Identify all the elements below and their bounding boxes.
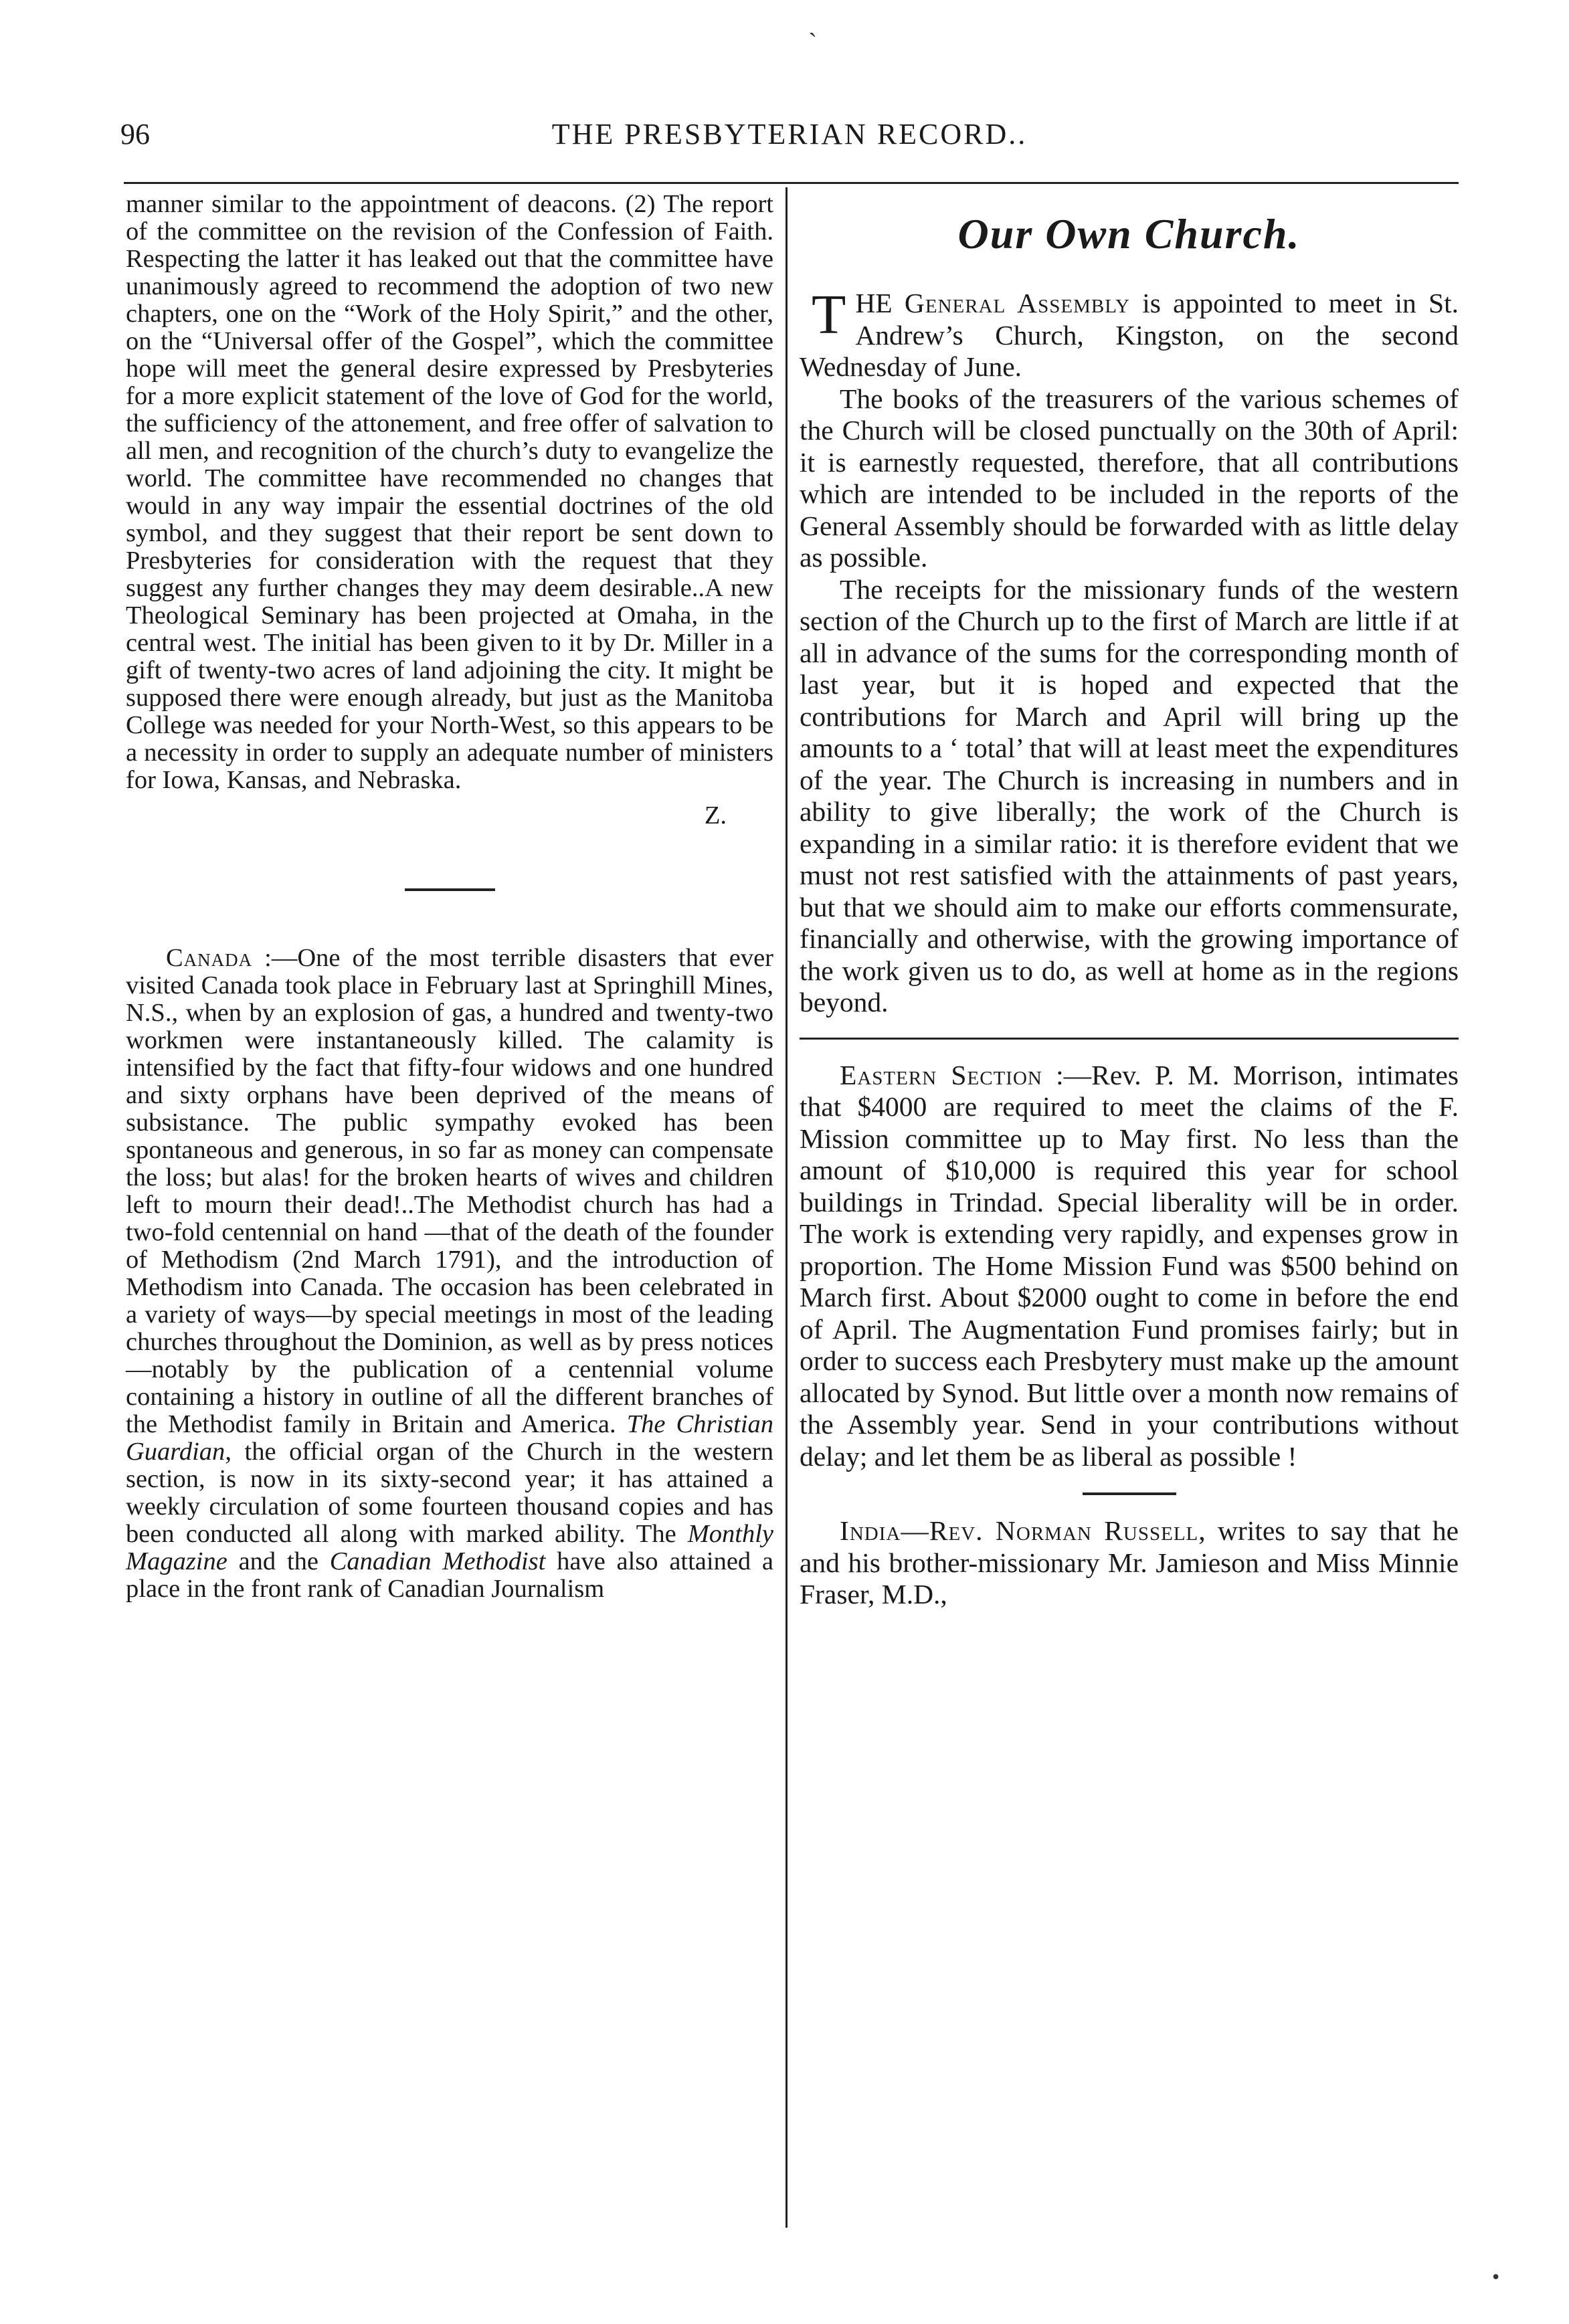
section-rule	[800, 1038, 1459, 1040]
canadian-methodist-title: Canadian Methodist	[329, 1547, 546, 1575]
india-rev: —Rev. Norman Russell,	[901, 1515, 1206, 1546]
omaha-letter-paragraph: manner similar to the appointment of deacons. (2) The report of the committee on the revision of the Confession of Faith. Respecting the latter it has leaked out that the committee have unanimously agreed to recommend the adoption of two new chapters, one on the “Work of the Holy Spirit,” and the other, on the “Universal offer of the Gospel”, which the committee hope will meet the general desire expressed by Presbyteries for a more explicit statement of the love of God for the world, the sufficiency of the attonement, and free offer of salvation to all men, and recognition of the church’s duty to evangelize the world. The committee have recommended no changes that would in any way impair the essential doctrines of the old symbol, and they suggest that their report be sent down to Presbyteries for consideration with the request that they suggest any further changes they may deem desirable..A new Theological Seminary has been projected at Omaha, in the central west. The initial has been given to it by Dr. Miller in a gift of twenty-two acres of land adjoining the city. It might be supposed there were enough already, but just as the Manitoba College was needed for your North-West, so this appears to be a necessity in order to supply an adequate number of ministers for Iowa, Kansas, and Nebraska.	[126, 190, 773, 794]
canada-paragraph	[126, 945, 773, 1603]
page-number: 96	[120, 118, 150, 151]
header-rule	[124, 182, 1459, 184]
letter-signature: Z.	[704, 801, 727, 830]
canada-text-4: have also attained a place in the front rank of Canadian Journalism	[126, 1547, 774, 1603]
drop-cap: T	[812, 284, 846, 346]
canada-lead: Canada	[166, 944, 253, 972]
right-column	[800, 191, 1459, 1611]
canada-text-3: and the	[227, 1547, 330, 1575]
india-paragraph	[800, 1515, 1459, 1611]
section-separator	[405, 888, 495, 891]
eastern-section-lead: Eastern Section	[840, 1059, 1042, 1090]
scan-mark: ˋ	[808, 27, 818, 58]
assembly-text-b: is appointed to meet in St. Andrew’s Church, Kingston, on the second Wednesday of June.	[800, 288, 1459, 382]
column-divider	[786, 187, 788, 2228]
scan-dot: •	[1492, 2264, 1500, 2289]
eastern-section-text: :—Rev. P. M. Morrison, intimates that $4000 are required to meet the claims of the F. Mission committee up to May first. No less than the amount of $10,000 is required this year for school buildings in Trindad. Special liberality will be in order. The work is extending very rapidly, and expenses grow in proportion. The Home Mission Fund was $500 behind on March first. About $2000 ought to come in before the end of April. The Augmentation Fund promises fairly; but in order to success each Presbytery must make up the amount allocated by Synod. But little over a month now remains of the Assembly year. Send in your contributions without delay; and let them be as liberal as possible !	[800, 1059, 1459, 1472]
general-assembly: General Assembly	[904, 288, 1130, 318]
page-header	[120, 117, 1459, 157]
books-paragraph: The books of the treasurers of the various schemes of the Church will be closed punctually on the 30th of April: it is earnestly requested, therefore, that all contributions which are intended to be included in the reports of the General Assembly should be forwarded with as little delay as possible.	[800, 383, 1459, 573]
assembly-text-a: HE	[855, 288, 905, 318]
left-column	[126, 191, 773, 1603]
receipts-paragraph: The receipts for the missionary funds of the western section of the Church up to the first of March are little if at all in advance of the sums for the corresponding month of last year, but it is hoped and expected that the contributions for March and April will bring up the amounts to a ‘ total’ that will at least meet the expenditures of the year. The Church is increasing in numbers and in ability to give liberally; the work of the Church is expanding in a similar ratio: it is therefore evident that we must not rest satisfied with the attainments of past years, but that we should aim to make our efforts commensurate, financially and otherwise, with the growing importance of the work given us to do, as well at home as in the regions beyond.	[800, 573, 1459, 1018]
canada-text-2: , the official organ of the Church in the western section, is now in its sixty-second year; it has attained a weekly circulation of some fourteen thousand copies and has been conducted all along with marked ability. The	[126, 1438, 773, 1548]
section-separator-right	[1083, 1492, 1176, 1495]
india-text: writes to say that he and his brother-missionary Mr. Jamieson and Miss Minnie Fraser, M.D.,	[800, 1515, 1459, 1610]
india-lead: India	[840, 1515, 901, 1546]
section-title: Our Own Church.	[957, 210, 1301, 258]
journal-title: THE PRESBYTERIAN RECORD..	[551, 118, 1028, 151]
christian-guardian-title: The Christian Guardian	[126, 1410, 774, 1466]
eastern-section-paragraph	[800, 1060, 1459, 1473]
assembly-paragraph	[800, 284, 1459, 383]
canada-text-1: :—One of the most terrible disasters that ever visited Canada took place in February last at Springhill Mines, N.S., when by an explosion of gas, a hundred and twenty-two workmen were instantaneously killed. The calamity is intensified by the fact that fifty-four widows and one hundred and sixty orphans have been deprived of the means of subsistance. The public sympathy evoked has been spontaneous and generous, in so far as money can compensate the loss; but alas! for the broken hearts of wives and children left to mourn their dead!..The Methodist church has had a two-fold centennial on hand —that of the death of the founder of Methodism (2nd March 1791), and the introduction of Methodism into Canada. The occasion has been celebrated in a variety of ways—by special meetings in most of the leading churches throughout the Dominion, as well as by press notices—notably by the publication of a centennial volume containing a history in outline of all the different branches of the Methodist family in Britain and America.	[126, 944, 773, 1438]
monthly-magazine-title: Monthly Magazine	[126, 1520, 773, 1575]
